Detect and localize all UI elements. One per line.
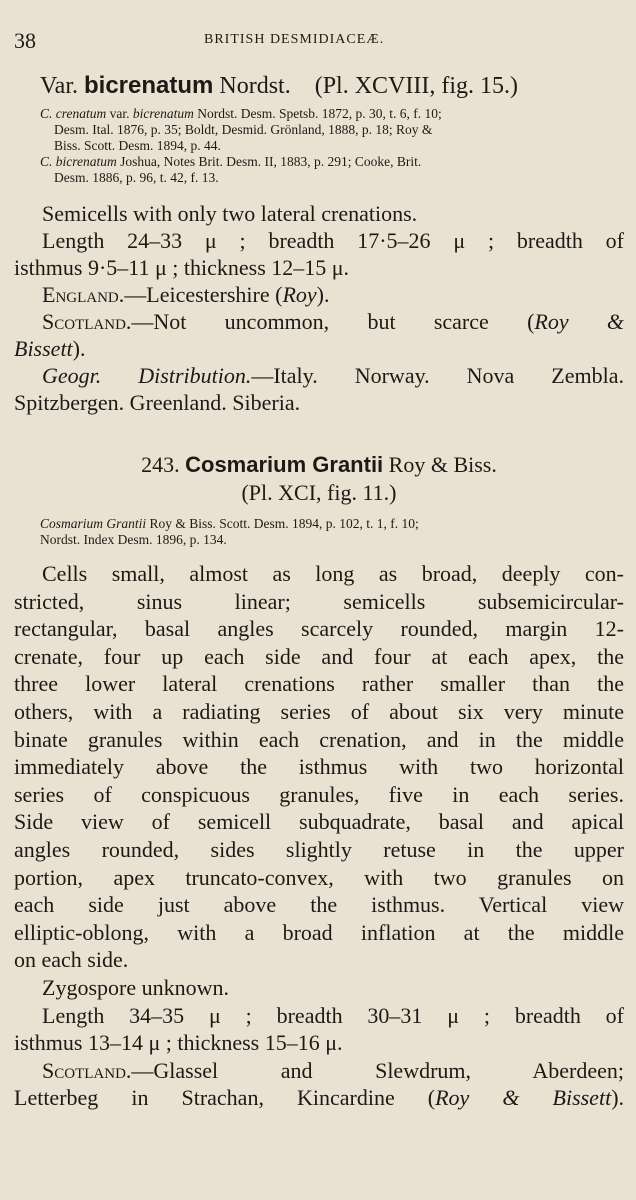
species-description <box>14 560 624 974</box>
species-number: 243. <box>141 452 180 477</box>
description-line: series of conspicuous granules, five in each series. <box>14 781 624 807</box>
page-number: 38 <box>14 28 36 53</box>
description-line: elliptic-oblong, with a broad inflation at the middle <box>14 919 624 945</box>
description-line: stricted, sinus linear; semicells subsemicircular- <box>14 588 624 614</box>
description-line: portion, apex truncato-convex, with two granules on <box>14 864 624 890</box>
species-author: Roy & Biss. <box>388 452 497 477</box>
reference-entry: C. crenatum var. bicrenatum Nordst. Desm. Spetsb. 1872, p. 30, t. 6, f. 10; Desm. Ital. 1876, p. 35; Boldt, Desmid. Grönland, 1888, p. 18; Roy & Biss. Scott. Desm. 1894, p. 44. <box>40 106 442 153</box>
species-measurements: Length 34–35 μ ; breadth 30–31 μ ; breadth of <box>42 1002 624 1028</box>
variety-name: bicrenatum <box>84 72 214 99</box>
running-head-title: BRITISH DESMIDIACEÆ. <box>204 32 385 47</box>
description-line: rectangular, basal angles scarcely rounded, margin 12- <box>14 616 624 642</box>
reference-entry: C. bicrenatum Joshua, Notes Brit. Desm. II, 1883, p. 291; Cooke, Brit. Desm. 1886, p. 96, t. 42, f. 13. <box>40 154 422 185</box>
species-notes: Zygospore unknown. Length 34–35 μ ; breadth 30–31 μ ; breadth of isthmus 13–14 μ ; thickness 15–16 μ. Scotland.—Glassel and Slewdrum, Aberdeen; Letterbeg in Strachan, Kincardine (Roy & Bissett). <box>14 974 625 1111</box>
reference-entry: Cosmarium Grantii Roy & Biss. Scott. Desm. 1894, p. 102, t. 1, f. 10; Nordst. Index Desm. 1896, p. 134. <box>40 516 419 547</box>
running-head <box>14 26 624 66</box>
variety-author: Nordst. <box>219 73 291 99</box>
variety-plate: (Pl. XCVIII, fig. 15.) <box>314 73 519 99</box>
variety-measurements: Length 24–33 μ ; breadth 17·5–26 μ ; breadth of <box>42 228 624 253</box>
species-scotland: Scotland.—Glassel and Slewdrum, Aberdeen; <box>42 1057 624 1083</box>
description-line: immediately above the isthmus with two horizontal <box>14 754 624 780</box>
species-zygospore: Zygospore unknown. <box>42 974 229 1000</box>
variety-distribution: Geogr. Distribution.—Italy. Norway. Nova Zembla. <box>42 363 624 388</box>
species-plate: (Pl. XCI, fig. 11.) <box>241 480 397 505</box>
variety-heading: Var. bicrenatum Nordst. (Pl. XCVIII, fig. 15.) <box>40 72 519 99</box>
species-name: Cosmarium Grantii <box>185 452 384 477</box>
description-line: each side just above the isthmus. Vertical view <box>14 892 624 918</box>
species-references <box>40 516 624 548</box>
variety-england: England.—Leicestershire (Roy). <box>42 282 330 307</box>
variety-references <box>40 106 624 186</box>
variety-body: Semicells with only two lateral crenations. Length 24–33 μ ; breadth 17·5–26 μ ; breadth of isthmus 9·5–11 μ ; thickness 12–15 μ. England.—Leicestershire (Roy). Scotland.—Not uncommon, but scarce (Roy & Bissett). Geogr. Distribution.—Italy. Norway. Nova Zembla. Spitzbergen. Greenland. Siberia. <box>14 201 624 415</box>
description-line: angles rounded, sides slightly retuse in the upper <box>14 836 624 862</box>
variety-description: Semicells with only two lateral crenations. <box>42 201 418 226</box>
description-line: three lower lateral crenations rather smaller than the <box>14 671 624 697</box>
description-line: crenate, four up each side and four at each apex, the <box>14 643 624 669</box>
description-line: others, with a radiating series of about six very minute <box>14 698 624 724</box>
description-line: Side view of semicell subquadrate, basal and apical <box>14 809 624 835</box>
variety-scotland: Scotland.—Not uncommon, but scarce (Roy & <box>42 309 624 334</box>
description-line: on each side. <box>14 947 129 973</box>
description-line: Cells small, almost as long as broad, deeply con- <box>42 561 624 586</box>
species-heading <box>14 450 624 480</box>
description-line: binate granules within each crenation, and in the middle <box>14 726 624 752</box>
